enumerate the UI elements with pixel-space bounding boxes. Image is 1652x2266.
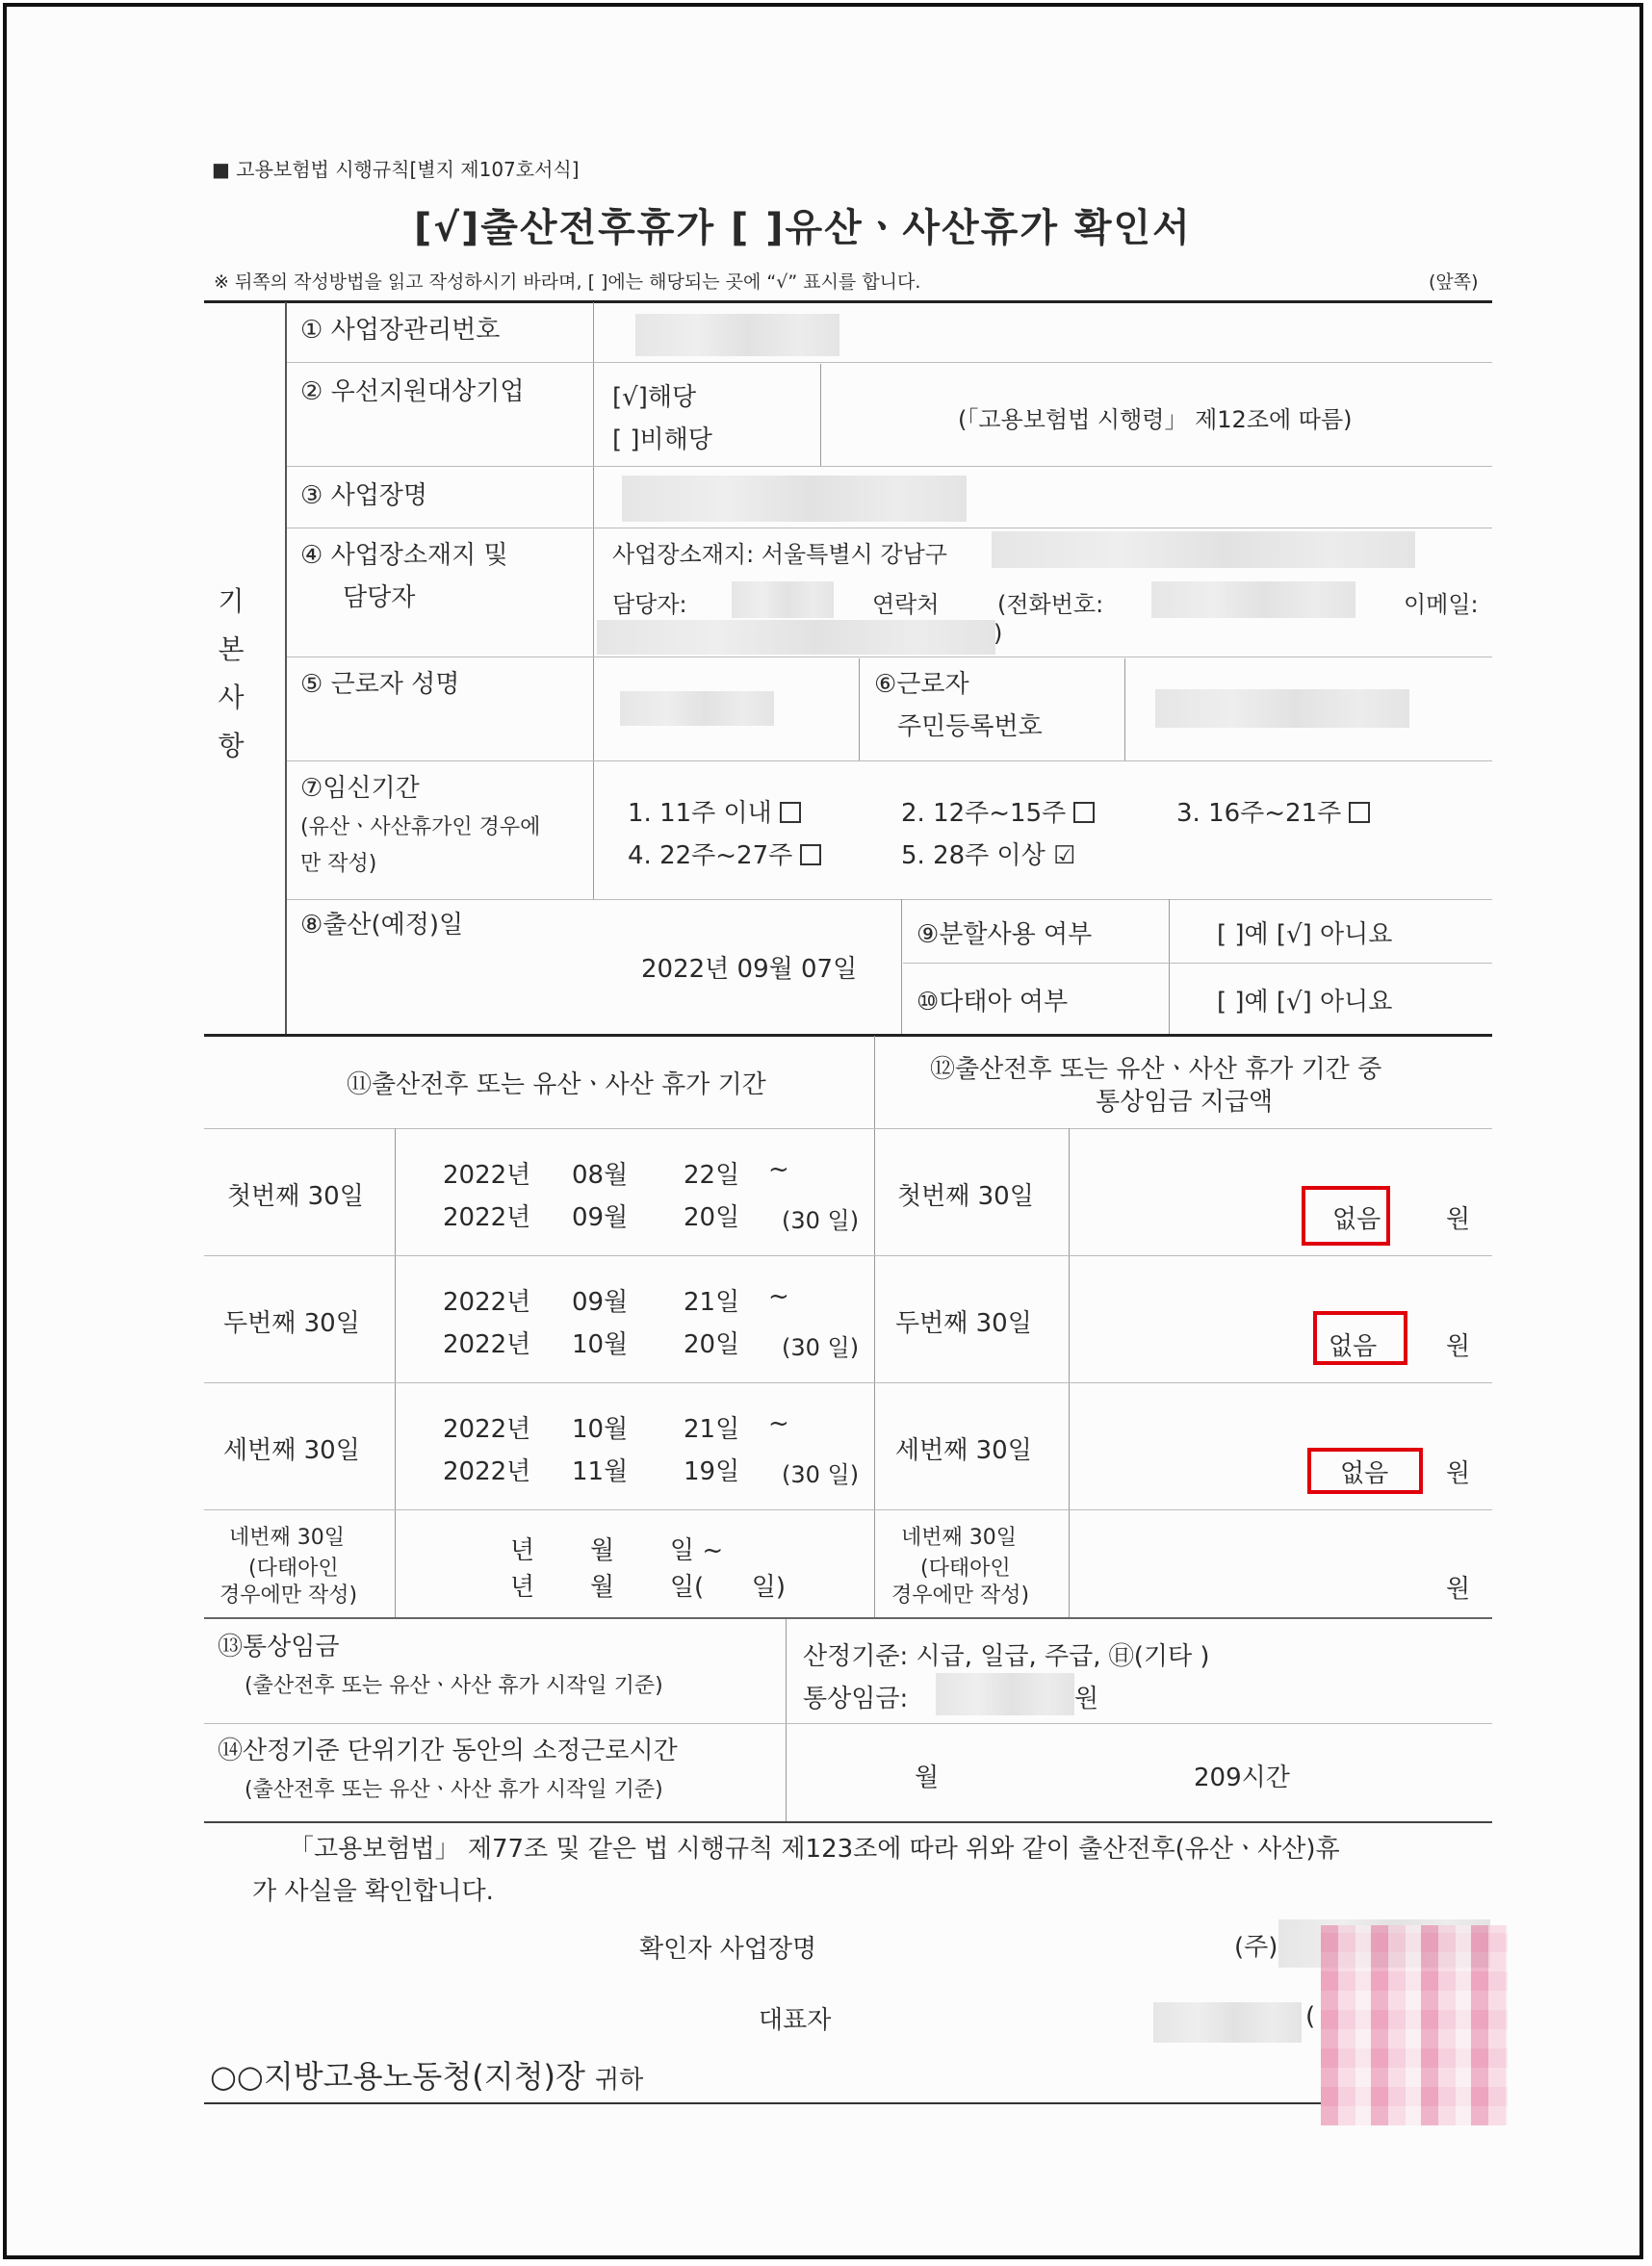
- company-prefix: (주): [1234, 1933, 1278, 1962]
- email-close: ): [994, 620, 1003, 647]
- start-year: 2022년: [443, 1161, 531, 1190]
- manager-name-label: 담당자:: [612, 591, 687, 618]
- checked-box-icon: ☑: [1053, 841, 1076, 870]
- document-title: [√]출산전후휴가 [ ]유산ㆍ사산휴가 확인서: [414, 206, 1192, 250]
- pregnancy-period-note: (유산ㆍ사산휴가인 경우에: [300, 815, 541, 839]
- section-basic-label: 기본사항: [218, 585, 245, 761]
- fourth-pay-note: (다태아인: [920, 1557, 1011, 1581]
- phone-redacted: [1151, 581, 1355, 618]
- pay-amount: 없음: [1332, 1205, 1381, 1234]
- working-hours-unit: 월: [915, 1764, 940, 1792]
- multiple-birth-value[interactable]: [ ]예 [√] 아니요: [1217, 988, 1393, 1017]
- wage-amount-redacted: [936, 1673, 1074, 1715]
- confirmer-company-label: 확인자 사업장명: [639, 1935, 817, 1964]
- start-day: 21일: [684, 1288, 740, 1317]
- business-name-redacted: [622, 476, 967, 522]
- pregnancy-period-label: ⑦임신기간: [300, 774, 420, 803]
- tilde: ~: [768, 1282, 789, 1311]
- birth-date-label: ⑧출산(예정)일: [300, 911, 464, 940]
- fourth-start-date: 년 월 일 ~: [510, 1536, 724, 1565]
- priority-not-applicable-option[interactable]: [ ]비해당: [612, 425, 712, 454]
- address-redacted: [992, 531, 1415, 568]
- wage-basis: 산정기준: 시급, 일급, 주급, ㊐(기타 ): [803, 1642, 1210, 1671]
- fourth-period-label: 네번째 30일: [229, 1526, 345, 1550]
- confirm-text-2: 가 사실을 확인합니다.: [252, 1877, 494, 1906]
- confirm-text: 「고용보험법」 제77조 및 같은 법 시행규칙 제123조에 따라 위와 같이 출산전후(유산ㆍ사산)휴: [289, 1835, 1340, 1864]
- leave-period-label: 첫번째 30일: [227, 1182, 364, 1211]
- start-month: 10월: [572, 1415, 629, 1444]
- pay-amount: 없음: [1329, 1332, 1378, 1361]
- start-month: 09월: [572, 1288, 629, 1317]
- ceo-paren: (: [1305, 2002, 1316, 2031]
- leave-period-label: 두번째 30일: [223, 1309, 360, 1338]
- end-year: 2022년: [443, 1203, 531, 1232]
- start-month: 08월: [572, 1161, 629, 1190]
- leave-period-header: ⑪출산전후 또는 유산ㆍ사산 휴가 기간: [347, 1070, 766, 1099]
- won-unit: 원: [1446, 1205, 1471, 1234]
- email-redacted: [597, 620, 995, 655]
- manager-label: 담당자: [343, 583, 416, 612]
- pay-period-label: 세번째 30일: [895, 1436, 1032, 1465]
- pay-period-label: 두번째 30일: [895, 1309, 1032, 1338]
- days-count: (30 일): [782, 1207, 860, 1234]
- pregnancy-option-4[interactable]: 4. 22주~27주: [628, 836, 821, 871]
- start-day: 21일: [684, 1415, 740, 1444]
- contact-label: 연락처: [872, 591, 940, 618]
- end-month: 11월: [572, 1457, 629, 1486]
- tilde: ~: [768, 1155, 789, 1184]
- email-label: 이메일:: [1404, 591, 1479, 618]
- end-day: 19일: [684, 1457, 740, 1486]
- fourth-period-note-2: 경우에만 작성): [219, 1584, 358, 1608]
- leave-period-label: 세번째 30일: [223, 1436, 360, 1465]
- days-count: (30 일): [782, 1334, 860, 1361]
- business-name-label: ③ 사업장명: [300, 481, 428, 510]
- leave-pay-header-2: 통상임금 지급액: [1096, 1088, 1274, 1117]
- highlight-box: [1307, 1448, 1423, 1494]
- address-value: 사업장소재지: 서울특별시 강남구: [612, 541, 947, 568]
- fourth-pay-note-2: 경우에만 작성): [891, 1584, 1030, 1608]
- address-label: ④ 사업장소재지 및: [300, 541, 508, 570]
- worker-id-label-2: 주민등록번호: [897, 712, 1043, 741]
- pregnancy-option-3[interactable]: 3. 16주~21주: [1176, 793, 1370, 829]
- honorific: 귀하: [595, 2066, 644, 2095]
- end-day: 20일: [684, 1330, 740, 1359]
- pregnancy-option-1[interactable]: 1. 11주 이내: [628, 793, 801, 829]
- highlight-box: [1313, 1311, 1407, 1365]
- end-day: 20일: [684, 1203, 740, 1232]
- won-unit: 원: [1446, 1459, 1471, 1488]
- fourth-pay-label: 네번째 30일: [901, 1526, 1017, 1550]
- manager-name-redacted: [732, 581, 834, 618]
- end-month: 10월: [572, 1330, 629, 1359]
- end-year: 2022년: [443, 1457, 531, 1486]
- priority-applicable-option[interactable]: [√]해당: [612, 383, 697, 412]
- business-id-redacted: [635, 314, 839, 356]
- priority-note: (「고용보험법 시행령」 제12조에 따름): [958, 406, 1353, 433]
- ceo-name-redacted: [1153, 2002, 1302, 2043]
- fourth-end-date: 년 월 일( 일): [510, 1573, 787, 1602]
- wage-amount-label: 통상임금:: [803, 1685, 909, 1713]
- working-hours-label: ⑭산정기준 단위기간 동안의 소정근로시간: [218, 1737, 678, 1765]
- worker-id-redacted: [1155, 689, 1409, 728]
- split-use-value[interactable]: [ ]예 [√] 아니요: [1217, 920, 1393, 949]
- priority-support-label: ② 우선지원대상기업: [300, 377, 525, 406]
- page-side-label: (앞쪽): [1429, 271, 1479, 293]
- recipient: ○○지방고용노동청(지청)장: [210, 2058, 585, 2095]
- fourth-period-note: (다태아인: [248, 1557, 339, 1581]
- form-code: ■ 고용보험법 시행규칙[별지 제107호서식]: [212, 158, 580, 181]
- end-month: 09월: [572, 1203, 629, 1232]
- business-id-label: ① 사업장관리번호: [300, 316, 501, 345]
- pay-amount: 없음: [1340, 1459, 1389, 1488]
- instruction-note: ※ 뒤쪽의 작성방법을 읽고 작성하시기 바라며, [ ]에는 해당되는 곳에 “√” 표시를 합니다.: [214, 271, 921, 293]
- won-unit: 원: [1446, 1575, 1471, 1604]
- start-day: 22일: [684, 1161, 740, 1190]
- ordinary-wage-label: ⑬통상임금: [218, 1633, 340, 1661]
- pregnancy-option-2[interactable]: 2. 12주~15주: [901, 793, 1095, 829]
- pregnancy-option-5[interactable]: 5. 28주 이상 ☑: [901, 841, 1076, 870]
- ordinary-wage-note: (출산전후 또는 유산ㆍ사산 휴가 시작일 기준): [245, 1674, 663, 1698]
- working-hours-value: 209시간: [1194, 1764, 1290, 1792]
- split-use-label: ⑨분할사용 여부: [916, 920, 1093, 949]
- phone-label: (전화번호:: [997, 591, 1104, 618]
- highlight-box: [1302, 1186, 1390, 1246]
- start-year: 2022년: [443, 1415, 531, 1444]
- multiple-birth-label: ⑩다태아 여부: [916, 988, 1069, 1017]
- worker-name-redacted: [620, 691, 774, 726]
- won-unit: 원: [1446, 1332, 1471, 1361]
- ceo-label: 대표자: [759, 2006, 832, 2035]
- tilde: ~: [768, 1409, 789, 1438]
- birth-date-value: 2022년 09월 07일: [641, 955, 858, 984]
- start-year: 2022년: [443, 1288, 531, 1317]
- worker-name-label: ⑤ 근로자 성명: [300, 670, 460, 699]
- end-year: 2022년: [443, 1330, 531, 1359]
- pay-period-label: 첫번째 30일: [897, 1182, 1034, 1211]
- working-hours-note: (출산전후 또는 유산ㆍ사산 휴가 시작일 기준): [245, 1778, 663, 1802]
- worker-id-label: ⑥근로자: [874, 670, 969, 699]
- wage-amount-unit: 원: [1074, 1685, 1099, 1713]
- days-count: (30 일): [782, 1461, 860, 1488]
- leave-pay-header: ⑫출산전후 또는 유산ㆍ사산 휴가 기간 중: [930, 1055, 1382, 1084]
- company-seal: [1321, 1925, 1508, 2125]
- pregnancy-period-note-2: 만 작성): [300, 852, 377, 876]
